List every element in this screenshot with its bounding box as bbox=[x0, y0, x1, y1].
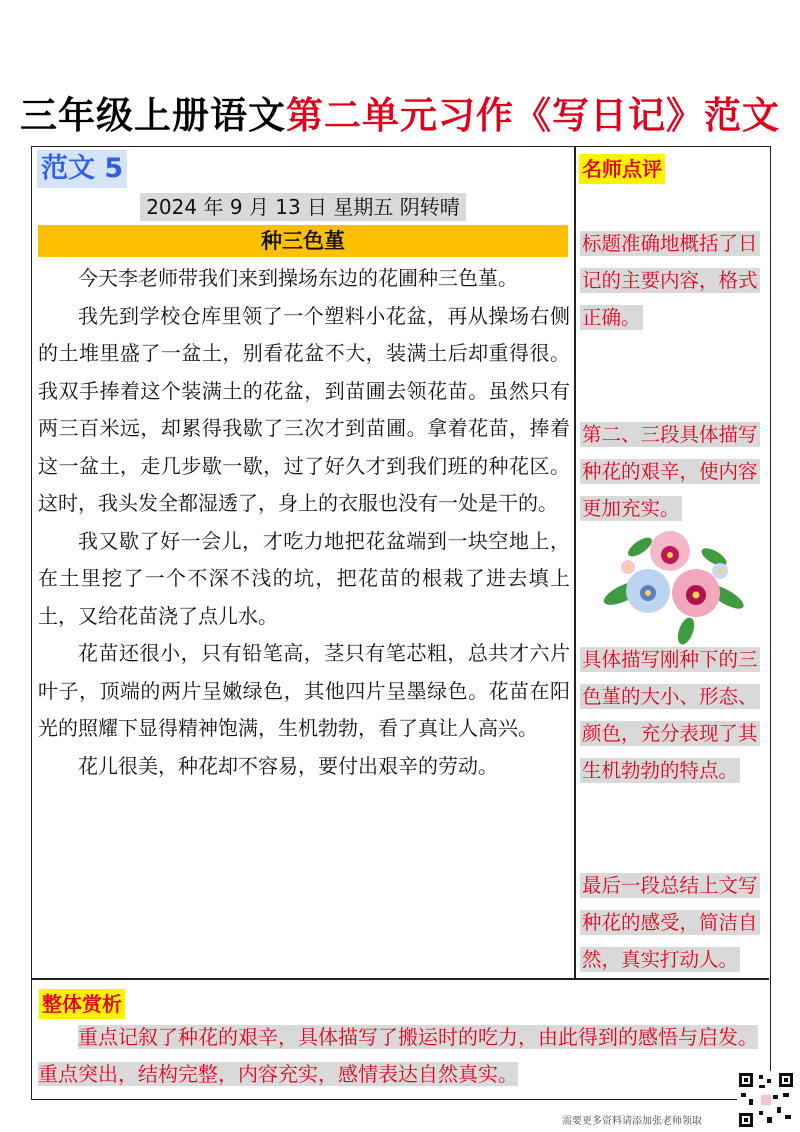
comment-2 bbox=[580, 416, 766, 527]
essay-paragraph-2: 我先到学校仓库里领了一个塑料小花盆，再从操场右侧的土堆里盛了一盆土，别看花盆不大，装满土后却重得很。我双手捧着这个装满土的花盆，到苗圃去领花苗。虽然只有两三百米远，却累得我歇了三次才到苗圃。拿着花苗，捧着这一盆土，走几步歇一歇，过了好久才到我们班的种花区。这时，我头发全都湿透了，身上的衣服也没有一处是干的。 bbox=[38, 303, 570, 515]
essay-paragraph-1: 今天李老师带我们来到操场东边的花圃种三色堇。 bbox=[78, 266, 518, 290]
summary-divider bbox=[32, 978, 769, 980]
summary-heading: 整体赏析 bbox=[39, 989, 125, 1019]
qr-code bbox=[737, 1071, 795, 1129]
essay-paragraph-3: 我又歇了好一会儿，才吃力地把花盆端到一块空地上，在土里挖了一个不深不浅的坑，把花苗的根栽了进去填上土，又给花苗浇了点儿水。 bbox=[38, 528, 570, 628]
date-line bbox=[32, 193, 574, 221]
comment-3-text: 具体描写刚种下的三色堇的大小、形态、颜色，充分表现了其生机勃勃的特点。 bbox=[582, 648, 758, 782]
flower-bouquet-illustration bbox=[600, 527, 748, 645]
footer-note: 需要更多资料请添加张老师领取 bbox=[562, 1116, 702, 1127]
summary-text-content: 重点记叙了种花的艰辛，具体描写了搬运时的吃力，由此得到的感悟与启发。重点突出，结构完整，内容充实，感情表达自然真实。 bbox=[38, 1025, 758, 1086]
page-title-red: 第二单元习作《写日记》范文 bbox=[286, 94, 780, 137]
comment-1-text: 标题准确地概括了日记的主要内容，格式正确。 bbox=[582, 232, 758, 329]
comment-4 bbox=[580, 867, 766, 978]
essay-paragraph-5: 花儿很美，种花却不容易，要付出艰辛的劳动。 bbox=[78, 753, 498, 778]
comments-heading: 名师点评 bbox=[579, 154, 665, 184]
pink-pansy-top bbox=[650, 531, 690, 571]
page-title bbox=[0, 88, 800, 144]
essay-title: 种三色堇 bbox=[38, 225, 568, 257]
essay-label: 范文 5 bbox=[37, 150, 127, 188]
comment-2-text: 第二、三段具体描写种花的艰辛，使内容更加充实。 bbox=[582, 423, 758, 520]
comment-1 bbox=[580, 225, 766, 336]
pink-pansy-right bbox=[672, 569, 720, 617]
comment-4-text: 最后一段总结上文写种花的感受，简洁自然，真实打动人。 bbox=[582, 874, 758, 971]
summary-text bbox=[38, 1019, 764, 1093]
essay-frame bbox=[31, 146, 771, 1100]
column-divider bbox=[574, 147, 576, 978]
page-title-black: 三年级上册语文 bbox=[20, 94, 286, 137]
essay-paragraph-4: 花苗还很小，只有铅笔高，茎只有笔芯粗，总共才六片叶子，顶端的两片呈嫩绿色，其他四片呈墨绿色。花苗在阳光的照耀下显得精神饱满，生机勃勃，看了真让人高兴。 bbox=[38, 641, 570, 740]
comment-3 bbox=[580, 641, 766, 789]
date-text: 2024 年 9 月 13 日 星期五 阴转晴 bbox=[140, 193, 466, 221]
essay-body bbox=[38, 260, 570, 785]
blue-pansy bbox=[626, 569, 670, 613]
